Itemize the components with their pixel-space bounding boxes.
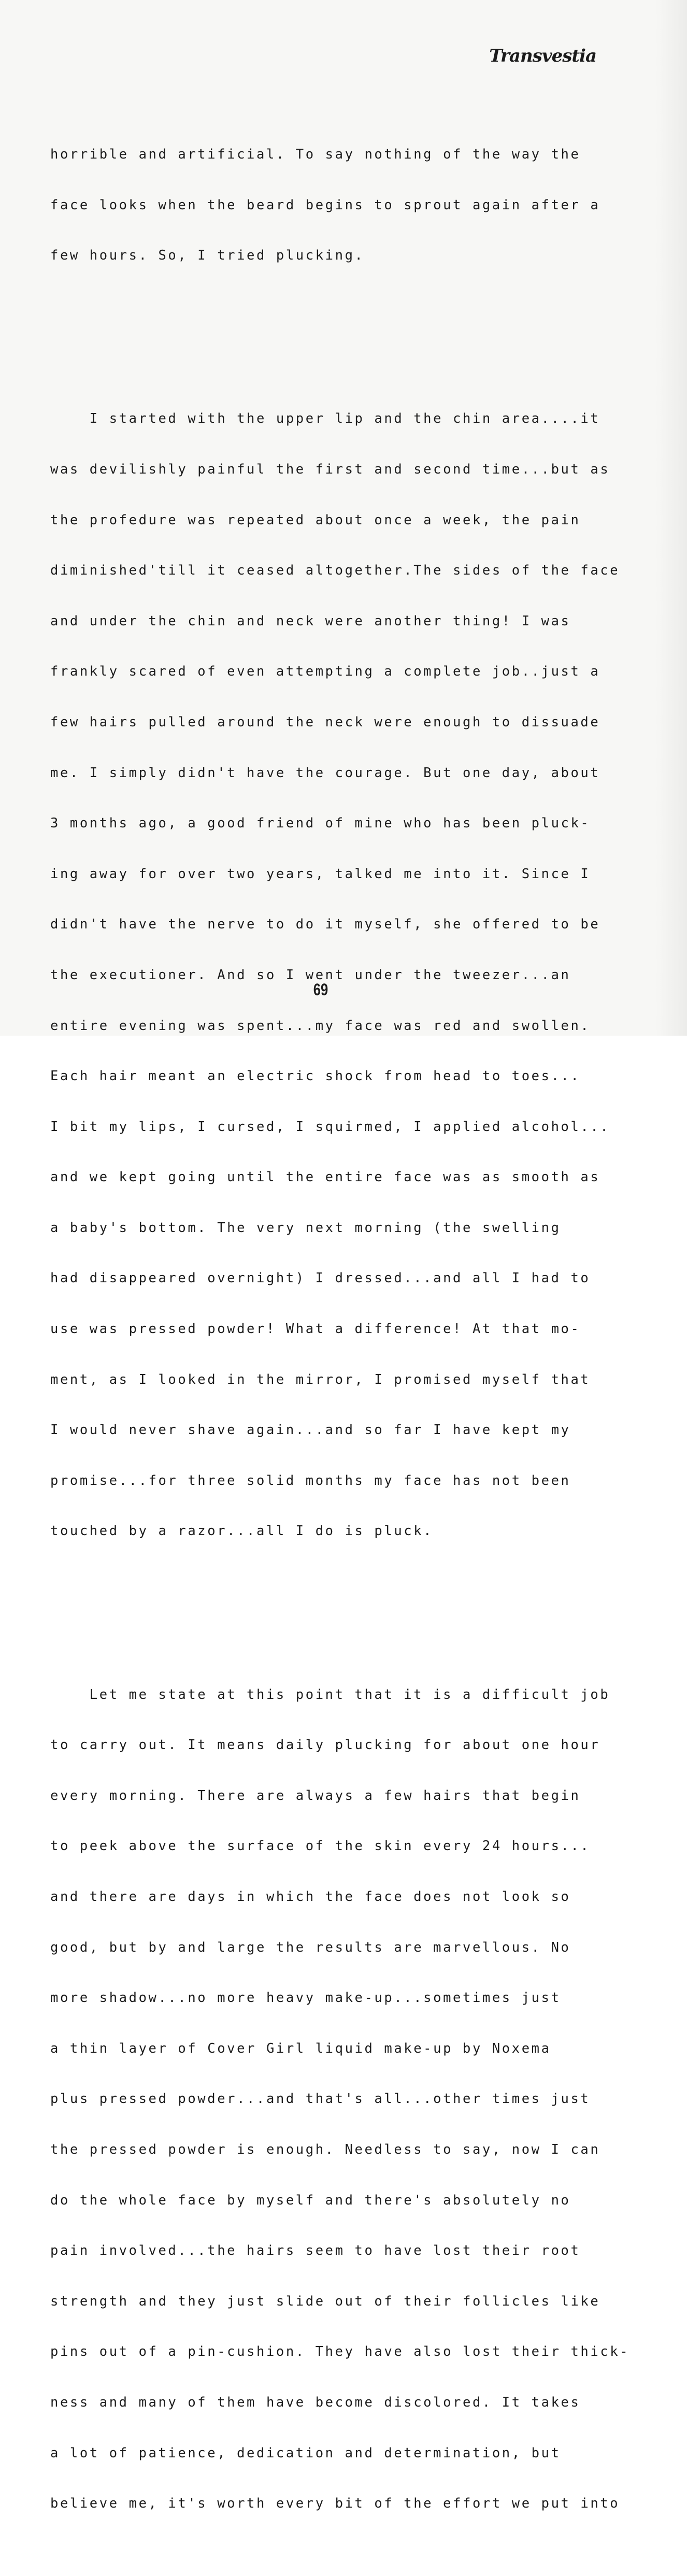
body-text: [50, 83, 641, 2576]
text-line: and there are days in which the face does not look so: [50, 1889, 571, 1905]
paragraph-gap: [50, 328, 641, 348]
text-line: ing away for over two years, talked me into it. Since I: [50, 866, 591, 882]
text-line: few hairs pulled around the neck were enough to dissuade: [50, 714, 600, 730]
text-line: to carry out. It means daily plucking for about one hour: [50, 1737, 600, 1753]
text-line: face looks when the beard begins to sprout again after a: [50, 197, 600, 213]
text-line: frankly scared of even attempting a complete job..just a: [50, 664, 600, 680]
text-line: the executioner. And so I went under the tweezer...an: [50, 967, 571, 983]
text-line: ment, as I looked in the mirror, I promised myself that: [50, 1371, 591, 1387]
text-line: didn't have the nerve to do it myself, she offered to be: [50, 917, 600, 933]
text-line: I started with the upper lip and the chin area....it: [50, 411, 600, 427]
text-line: was devilishly painful the first and second time...but as: [50, 461, 610, 477]
text-line: plus pressed powder...and that's all...other times just: [50, 2091, 591, 2107]
text-line: horrible and artificial. To say nothing of the way the: [50, 147, 581, 162]
text-line: more shadow...no more heavy make-up...sometimes just: [50, 1990, 561, 2006]
text-line: use was pressed powder! What a difference! At that mo-: [50, 1321, 581, 1337]
text-line: believe me, it's worth every bit of the effort we put into: [50, 2496, 620, 2512]
text-line: touched by a razor...all I do is pluck.: [50, 1523, 434, 1539]
text-line: the profedure was repeated about once a week, the pain: [50, 512, 581, 528]
text-line: pain involved...the hairs seem to have lost their root: [50, 2243, 581, 2259]
paragraph-3: [50, 1654, 641, 2545]
text-line: every morning. There are always a few hairs that begin: [50, 1787, 581, 1804]
text-line: and under the chin and neck were another thing! I was: [50, 613, 571, 629]
paragraph-1: [50, 114, 641, 297]
text-line: a baby's bottom. The very next morning (the swelling: [50, 1220, 561, 1236]
text-line: I would never shave again...and so far I have kept my: [50, 1422, 571, 1438]
text-line: diminished'till it ceased altogether.The sides of the face: [50, 563, 620, 579]
text-line: few hours. So, I tried plucking.: [50, 248, 365, 264]
text-line: entire evening was spent...my face was red and swollen.: [50, 1018, 591, 1034]
text-line: a thin layer of Cover Girl liquid make-up by Noxema: [50, 2040, 551, 2056]
page-edge-shadow: [656, 0, 687, 1036]
paragraph-2: [50, 378, 641, 1572]
text-line: and we kept going until the entire face was as smooth as: [50, 1169, 600, 1185]
text-line: good, but by and large the results are marvellous. No: [50, 1939, 571, 1955]
text-line: pins out of a pin-cushion. They have also lost their thick-: [50, 2344, 630, 2360]
text-line: ness and many of them have become discolored. It takes: [50, 2394, 581, 2410]
paragraph-gap: [50, 1604, 641, 1623]
text-line: promise...for three solid months my face has not been: [50, 1472, 571, 1489]
text-line: the pressed powder is enough. Needless to say, now I can: [50, 2141, 600, 2157]
text-line: Let me state at this point that it is a difficult job: [50, 1686, 610, 1702]
running-head: Transvestia: [489, 46, 596, 66]
text-line: do the whole face by myself and there's absolutely no: [50, 2192, 571, 2208]
text-line: I bit my lips, I cursed, I squirmed, I applied alcohol...: [50, 1119, 610, 1135]
text-line: Each hair meant an electric shock from head to toes...: [50, 1068, 581, 1084]
text-line: 3 months ago, a good friend of mine who has been pluck-: [50, 815, 591, 832]
text-line: a lot of patience, dedication and determination, but: [50, 2445, 561, 2461]
page-number: 69: [313, 980, 328, 999]
text-line: to peek above the surface of the skin every 24 hours...: [50, 1838, 591, 1854]
text-line: had disappeared overnight) I dressed...and all I had to: [50, 1270, 591, 1286]
text-line: me. I simply didn't have the courage. But one day, about: [50, 765, 600, 781]
text-line: strength and they just slide out of their follicles like: [50, 2293, 600, 2309]
